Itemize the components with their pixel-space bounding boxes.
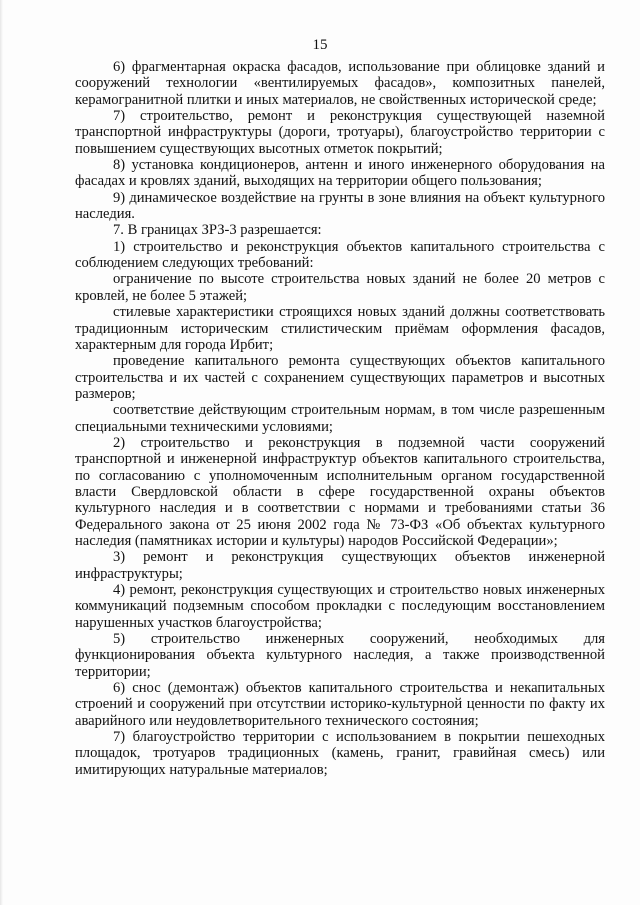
paragraph-item-7: 7) строительство, ремонт и реконструкция существующей наземной транспортной инфраструктуры (дороги, тротуары), благоустройство территории с повышением существующих высотных отметок покрытий; (75, 108, 605, 157)
paragraph-item-8: 8) установка кондиционеров, антенн и иного инженерного оборудования на фасадах и кровлях зданий, выходящих на территории общего пользования; (75, 157, 605, 190)
paragraph-height-limit: ограничение по высоте строительства новых зданий не более 20 метров с кровлей, не более 5 этажей; (75, 271, 605, 304)
paragraph-allowed-6: 6) снос (демонтаж) объектов капитального строительства и некапитальных строений и сооружений при отсутствии историко-культурной ценности по факту их аварийного или неудовлетворительного технического состояния; (75, 680, 605, 729)
paragraph-allowed-2: 2) строительство и реконструкция в подземной части сооружений транспортной и инженерной инфраструктур объектов капитального строительства, по согласованию с уполномоченным исполнительным органом государственной власти Свердловской области в сфере государственной охраны объектов культурного наследия и в соответствии с нормами и требованиями статьи 36 Федерального закона от 25 июня 2002 года № 73-ФЗ «Об объектах культурного наследия (памятниках истории и культуры) народов Российской Федерации»; (75, 434, 605, 549)
paragraph-allowed-1: 1) строительство и реконструкция объектов капитального строительства с соблюдением следующих требований: (75, 238, 605, 272)
paragraph-allowed-4: 4) ремонт, реконструкция существующих и строительство новых инженерных коммуникаций подземным способом прокладки с последующим восстановлением нарушенных участков благоустройства; (75, 582, 605, 631)
document-body (75, 59, 605, 778)
paragraph-allowed-3: 3) ремонт и реконструкция существующих объектов инженерной инфраструктуры; (75, 549, 605, 582)
paragraph-capital-repair: проведение капитального ремонта существующих объектов капитального строительства и их частей с сохранением существующих параметров и высотных размеров; (75, 353, 605, 402)
paragraph-allowed-5: 5) строительство инженерных сооружений, необходимых для функционирования объекта культурного наследия, а также производственной территории; (75, 631, 605, 680)
paragraph-building-norms: соответствие действующим строительным нормам, в том числе разрешенным специальными техническими условиями; (75, 402, 605, 435)
section-heading-zrz3: 7. В границах ЗРЗ-3 разрешается: (113, 222, 322, 239)
scan-edge-shadow (0, 0, 3, 905)
paragraph-style-requirements: стилевые характеристики строящихся новых зданий должны соответствовать традиционным историческим стилистическим приёмам оформления фасадов, характерным для города Ирбит; (75, 304, 605, 353)
paragraph-allowed-7: 7) благоустройство территории с использованием в покрытии пешеходных площадок, тротуаров традиционных (камень, гранит, гравийная смесь) или имитирующих натуральные материалов; (75, 729, 605, 778)
paragraph-item-9: 9) динамическое воздействие на грунты в зоне влияния на объект культурного наследия. (75, 189, 605, 223)
paragraph-item-6: 6) фрагментарная окраска фасадов, использование при облицовке зданий и сооружений технологии «вентилируемых фасадов», композитных панелей, керамогранитной плитки и иных материалов, не свойственных исторической среде; (75, 59, 605, 108)
page-number: 15 (312, 37, 328, 53)
